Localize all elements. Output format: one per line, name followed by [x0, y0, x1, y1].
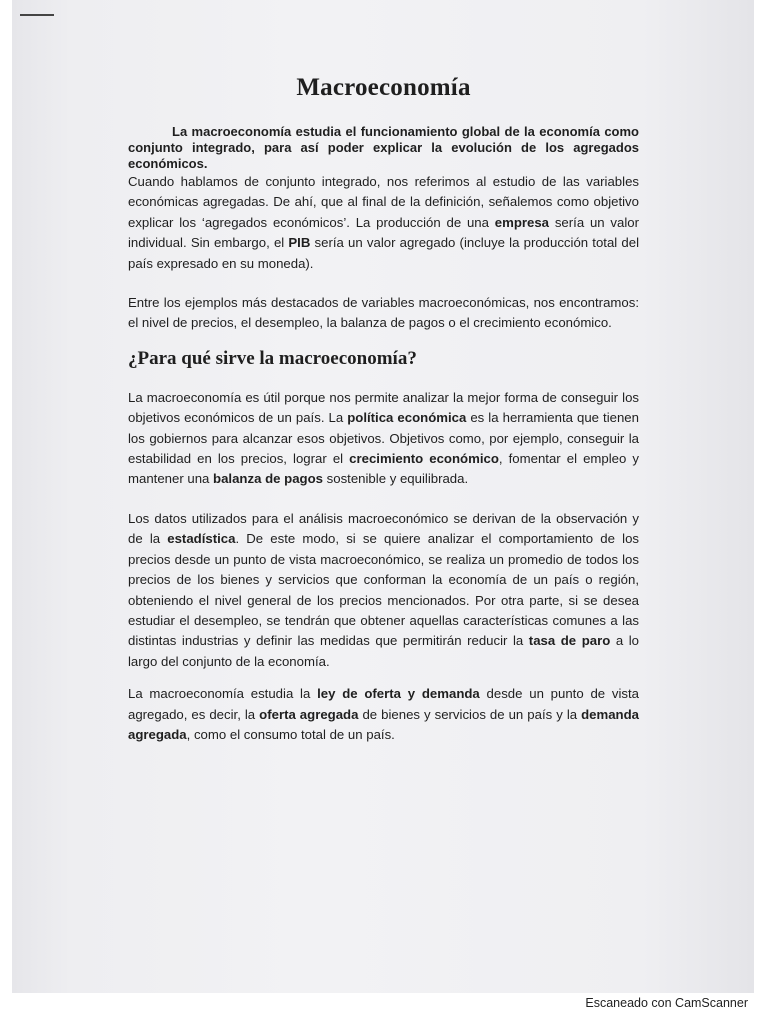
paragraph-5 [128, 684, 639, 745]
page-title: Macroeconomía [296, 74, 471, 101]
scanner-watermark: Escaneado con CamScanner [585, 996, 748, 1010]
paragraph-4-text-a: Los datos utilizados para el análisis macroeconómico se derivan de la observación y de la [128, 510, 639, 547]
lead-paragraph: La macroeconomía estudia el funcionamiento global de la economía como conjunto integrado, para así poder explicar la evolución de los agregados económicos. [128, 124, 639, 171]
term-crecimiento-economico: crecimiento económico [349, 451, 499, 467]
paragraph-3-text-a: La macroeconomía es útil porque nos permite analizar la mejor forma de conseguir los objetivos económicos de un país. La [128, 389, 639, 426]
term-tasa-de-paro: tasa de paro [528, 633, 611, 649]
term-ley-oferta-demanda: ley de oferta y demanda [317, 686, 480, 702]
paragraph-1-text-d: sería un valor agregado (incluye la producción total del país expresado en su moneda). [128, 235, 639, 271]
term-oferta-agregada: oferta agregada [259, 706, 359, 722]
paragraph-5-text-a: La macroeconomía estudia la [128, 686, 318, 702]
paragraph-4 [128, 509, 639, 672]
paragraph-5-text-d: de bienes y servicios de un país y la [358, 706, 582, 722]
paragraph-1 [128, 172, 639, 274]
term-demanda-agregada: demanda agregada [128, 706, 639, 742]
scan-edge-mark [20, 14, 54, 16]
paragraph-3 [128, 388, 639, 490]
term-estadistica: estadística [167, 531, 236, 547]
spacer [128, 672, 639, 684]
paragraph-3-text-e: sostenible y equilibrada. [322, 471, 469, 487]
paragraph-4-text-d: a lo largo del conjunto de la economía. [128, 633, 639, 669]
term-empresa: empresa [494, 214, 550, 230]
spacer [128, 274, 639, 293]
paragraph-3-text-d: , fomentar el empleo y mantener una [128, 451, 639, 487]
document-body [128, 74, 639, 745]
paragraph-2: Entre los ejemplos más destacados de variables macroeconómicas, nos encontramos: el nivel de precios, el desempleo, la balanza de pagos o el crecimiento económico. [128, 295, 639, 331]
paragraph-3-text-c: es la herramienta que tienen los gobiernos para alcanzar esos objetivos. Objetivos como, por ejemplo, conseguir la estabilidad en los precios, lograr el [128, 410, 639, 467]
paragraph-4-text-c: . De este modo, si se quiere analizar el comportamiento de los precios desde un punto de vista macroeconómico, se realiza un promedio de todos los precios de los bienes y servicios que conforman la economía de un país o región, obteniendo el nivel general de los precios mencionados. Por otra parte, si se desea estudiar el desempleo, se tendrán que obtener aquellas características comunes a las distintas industrias y definir las medidas que permitirán reducir la [128, 531, 639, 649]
spacer [128, 490, 639, 509]
paragraph-5-text-e: , como el consumo total de un país. [186, 726, 395, 742]
term-balanza-de-pagos: balanza de pagos [213, 471, 323, 487]
section-heading: ¿Para qué sirve la macroeconomía? [128, 347, 417, 369]
term-pib: PIB [288, 235, 311, 251]
paragraph-5-text-c: desde un punto de vista agregado, es decir, la [128, 686, 639, 722]
paragraph-1-text-c: sería un valor individual. Sin embargo, el [128, 214, 639, 251]
paragraph-1-text-a: Cuando hablamos de conjunto integrado, nos referimos al estudio de las variables económicas agregadas. De ahí, que al final de la definición, señalemos como objetivo explicar los ‘agregados económicos’. La producción de una [128, 174, 639, 230]
term-politica-economica: política económica [347, 410, 467, 426]
